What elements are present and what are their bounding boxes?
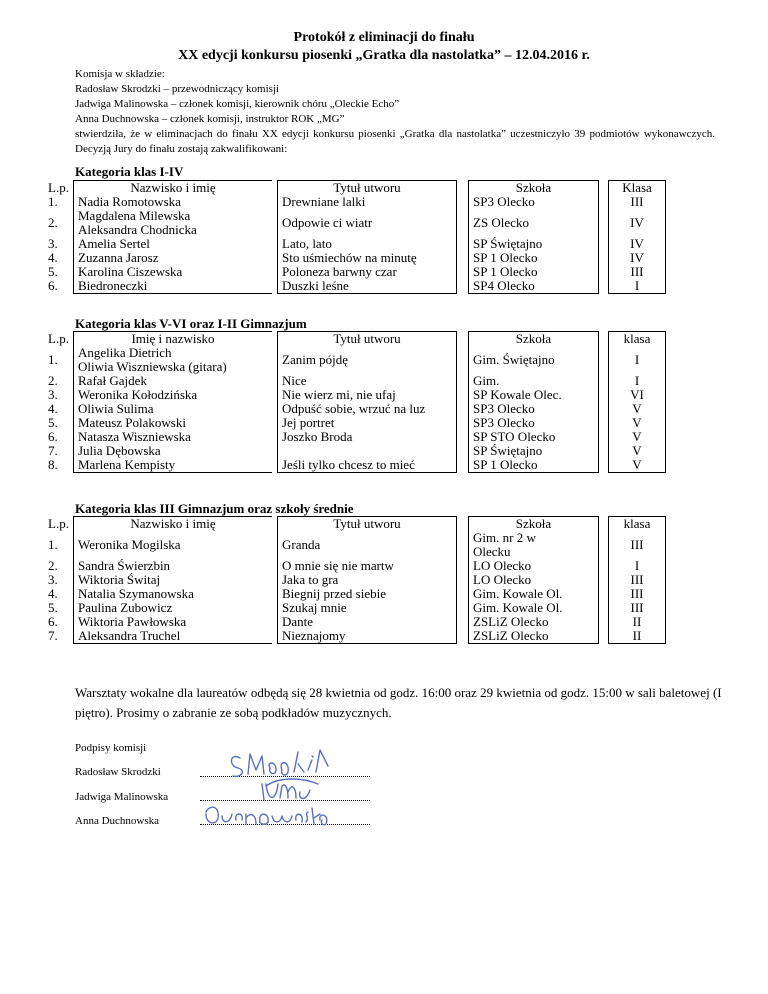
cell-school: ZS Olecko	[469, 209, 599, 237]
table-row	[48, 251, 666, 265]
signature-duchnowska	[206, 807, 327, 825]
table-row	[48, 559, 666, 573]
cell-class: III	[609, 195, 666, 209]
cell-name: Zuzanna Jarosz	[74, 251, 273, 265]
cell-class: III	[609, 573, 666, 587]
cell-class: V	[609, 402, 666, 416]
table-row	[48, 615, 666, 629]
header-song: Tytuł utworu	[278, 332, 457, 347]
cell-class: III	[609, 601, 666, 615]
cell-song: Joszko Broda	[278, 430, 457, 444]
cell-school: LO Olecko	[469, 559, 599, 573]
cell-class: III	[609, 587, 666, 601]
cell-class: V	[609, 444, 666, 458]
cell-school: SP STO Olecko	[469, 430, 599, 444]
cell-name: Biedroneczki	[74, 279, 273, 294]
cell-name: Rafał Gajdek	[74, 374, 273, 388]
cell-school: Gim. Kowale Ol.	[469, 601, 599, 615]
cell-class: III	[609, 265, 666, 279]
cell-lp: 2.	[48, 558, 58, 573]
signatures-heading: Podpisy komisji	[75, 742, 147, 754]
table-row	[48, 374, 666, 388]
cell-class: IV	[609, 209, 666, 237]
cell-lp: 4.	[48, 586, 58, 601]
cell-lp: 5.	[48, 264, 58, 279]
header-name: Nazwisko i imię	[74, 181, 273, 196]
cell-school: Gim. Świętajno	[469, 346, 599, 374]
category-title: Kategoria klas V-VI oraz I-II Gimnazjum	[75, 316, 307, 331]
intro-block	[75, 67, 715, 157]
signer-name: Radosław Skrodzki	[75, 766, 161, 778]
cell-class: I	[609, 346, 666, 374]
intro-line: Radosław Skrodzki – przewodniczący komisji	[75, 83, 280, 95]
cell-name: Marlena Kempisty	[74, 458, 273, 473]
cell-school: SP4 Olecko	[469, 279, 599, 294]
cell-name: Karolina Ciszewska	[74, 265, 273, 279]
cell-name: Nadia Romotowska	[74, 195, 273, 209]
table-row	[48, 416, 666, 430]
intro-line: Komisja w składzie:	[75, 68, 165, 80]
cell-name: Aleksandra Truchel	[74, 629, 273, 644]
cell-class: II	[609, 615, 666, 629]
cell-song: Nie wierz mi, nie ufaj	[278, 388, 457, 402]
document-title: Protokół z eliminacji do finału	[293, 30, 475, 45]
cell-name: Paulina Zubowicz	[74, 601, 273, 615]
cell-class: IV	[609, 237, 666, 251]
cell-name: Natasza Wiszniewska	[74, 430, 273, 444]
cell-school: SP3 Olecko	[469, 402, 599, 416]
table-row	[48, 458, 666, 473]
table-row	[48, 346, 666, 374]
table-row	[48, 444, 666, 458]
cell-lp: 4.	[48, 250, 58, 265]
cell-lp: 3.	[48, 572, 58, 587]
cell-school: SP Świętajno	[469, 444, 599, 458]
cell-name: Weronika Kołodzińska	[74, 388, 273, 402]
cell-lp: 5.	[48, 415, 58, 430]
cell-song: Odpuść sobie, wrzuć na luz	[278, 402, 457, 416]
cell-lp: 4.	[48, 401, 58, 416]
table-header-row	[48, 332, 666, 347]
cell-song: Zanim pójdę	[278, 346, 457, 374]
header-name: Imię i nazwisko	[74, 332, 273, 347]
cell-class: VI	[609, 388, 666, 402]
cell-school: Gim.	[469, 374, 599, 388]
cell-lp: 6.	[48, 429, 58, 444]
cell-song: O mnie się nie martw	[278, 559, 457, 573]
cell-school: SP 1 Olecko	[469, 458, 599, 473]
cell-name: Mateusz Polakowski	[74, 416, 273, 430]
cell-song: Duszki leśne	[278, 279, 457, 294]
cell-lp: 1.	[48, 352, 58, 367]
table-row	[48, 573, 666, 587]
signer-name: Jadwiga Malinowska	[75, 791, 169, 803]
cell-song: Lato, lato	[278, 237, 457, 251]
cell-song: Jej portret	[278, 416, 457, 430]
category-table	[48, 516, 666, 644]
cell-name: Julia Dębowska	[74, 444, 273, 458]
cell-song: Drewniane lalki	[278, 195, 457, 209]
header-school: Szkoła	[469, 517, 599, 532]
cell-class: IV	[609, 251, 666, 265]
cell-school: SP Kowale Olec.	[469, 388, 599, 402]
cell-lp: 3.	[48, 236, 58, 251]
cell-lp: 7.	[48, 628, 58, 644]
cell-class: III	[609, 531, 666, 559]
cell-song: Szukaj mnie	[278, 601, 457, 615]
cell-song: Jaka to gra	[278, 573, 457, 587]
category-table	[48, 180, 666, 294]
header-lp: L.p.	[48, 515, 69, 531]
cell-song: Granda	[278, 531, 457, 559]
signer-name: Anna Duchnowska	[75, 815, 160, 827]
cell-song: Nice	[278, 374, 457, 388]
cell-school: ZSLiZ Olecko	[469, 629, 599, 644]
cell-school: Gim. nr 2 w Olecku	[469, 531, 599, 559]
table-row	[48, 279, 666, 294]
header-lp: L.p.	[48, 179, 69, 195]
cell-class: I	[609, 279, 666, 294]
header-class: klasa	[609, 517, 666, 532]
cell-song	[278, 444, 457, 458]
header-class: klasa	[609, 332, 666, 347]
cell-song: Sto uśmiechów na minutę	[278, 251, 457, 265]
cell-name: Natalia Szymanowska	[74, 587, 273, 601]
cell-class: V	[609, 430, 666, 444]
cell-school: SP 1 Olecko	[469, 251, 599, 265]
cell-name: Oliwia Sulima	[74, 402, 273, 416]
signature-skrodzki	[231, 750, 328, 776]
cell-name: Sandra Świerzbin	[74, 559, 273, 573]
cell-name: Wiktoria Świtaj	[74, 573, 273, 587]
handwritten-signatures	[200, 744, 375, 834]
table-row	[48, 209, 666, 237]
signature-malinowska	[262, 779, 318, 800]
cell-lp: 1.	[48, 194, 58, 209]
cell-lp: 6.	[48, 614, 58, 629]
cell-school: SP3 Olecko	[469, 416, 599, 430]
table-row	[48, 430, 666, 444]
cell-name: Wiktoria Pawłowska	[74, 615, 273, 629]
cell-class: II	[609, 629, 666, 644]
header-school: Szkoła	[469, 332, 599, 347]
cell-school: LO Olecko	[469, 573, 599, 587]
table-row	[48, 237, 666, 251]
table-row	[48, 531, 666, 559]
workshop-note: Warsztaty wokalne dla laureatów odbędą się 28 kwietnia od godz. 16:00 oraz 29 kwietnia od godz. 15:00 w sali baletowej (I piętro). Prosimy o zabranie ze sobą podkładów muzycznych.	[75, 685, 722, 720]
category-title: Kategoria klas III Gimnazjum oraz szkoły średnie	[75, 501, 354, 516]
cell-name: Magdalena Milewska Aleksandra Chodnicka	[74, 209, 273, 237]
cell-name: Angelika Dietrich Oliwia Wiszniewska (gitara)	[74, 346, 273, 374]
table-row	[48, 388, 666, 402]
cell-class: I	[609, 559, 666, 573]
cell-song: Jeśli tylko chcesz to mieć	[278, 458, 457, 473]
cell-song: Nieznajomy	[278, 629, 457, 644]
intro-line: stwierdziła, że w eliminacjach do finału XX edycji konkursu piosenki „Gratka dla nastolatka” uczestniczyło 39 podmiotów wykonawczych. Decyzją Jury do finału zostają zakwalifikowani:	[75, 128, 715, 155]
cell-school: SP3 Olecko	[469, 195, 599, 209]
cell-class: I	[609, 374, 666, 388]
cell-lp: 2.	[48, 373, 58, 388]
cell-song: Dante	[278, 615, 457, 629]
cell-lp: 7.	[48, 443, 58, 458]
cell-song: Odpowie ci wiatr	[278, 209, 457, 237]
intro-line: Jadwiga Malinowska – członek komisji, kierownik chóru „Oleckie Echo”	[75, 98, 400, 110]
header-lp: L.p.	[48, 330, 69, 346]
cell-lp: 3.	[48, 387, 58, 402]
table-row	[48, 265, 666, 279]
header-song: Tytuł utworu	[278, 517, 457, 532]
document-subtitle: XX edycji konkursu piosenki „Gratka dla nastolatka” – 12.04.2016 r.	[178, 48, 590, 63]
table-row	[48, 587, 666, 601]
cell-school: SP Świętajno	[469, 237, 599, 251]
category-table	[48, 331, 666, 473]
header-name: Nazwisko i imię	[74, 517, 273, 532]
cell-class: V	[609, 416, 666, 430]
cell-school: Gim. Kowale Ol.	[469, 587, 599, 601]
table-header-row	[48, 181, 666, 196]
cell-lp: 2.	[48, 215, 58, 230]
table-header-row	[48, 517, 666, 532]
category-title: Kategoria klas I-IV	[75, 164, 184, 179]
cell-school: ZSLiZ Olecko	[469, 615, 599, 629]
table-row	[48, 601, 666, 615]
cell-song: Poloneza barwny czar	[278, 265, 457, 279]
cell-name: Amelia Sertel	[74, 237, 273, 251]
table-row	[48, 195, 666, 209]
header-class: Klasa	[609, 181, 666, 196]
cell-lp: 1.	[48, 537, 58, 552]
header-school: Szkoła	[469, 181, 599, 196]
table-row	[48, 402, 666, 416]
cell-lp: 5.	[48, 600, 58, 615]
cell-school: SP 1 Olecko	[469, 265, 599, 279]
table-row	[48, 629, 666, 644]
cell-class: V	[609, 458, 666, 473]
cell-name: Weronika Mogilska	[74, 531, 273, 559]
intro-line: Anna Duchnowska – członek komisji, instruktor ROK „MG”	[75, 113, 345, 125]
cell-song: Biegnij przed siebie	[278, 587, 457, 601]
cell-lp: 6.	[48, 278, 58, 294]
header-song: Tytuł utworu	[278, 181, 457, 196]
cell-lp: 8.	[48, 457, 58, 473]
